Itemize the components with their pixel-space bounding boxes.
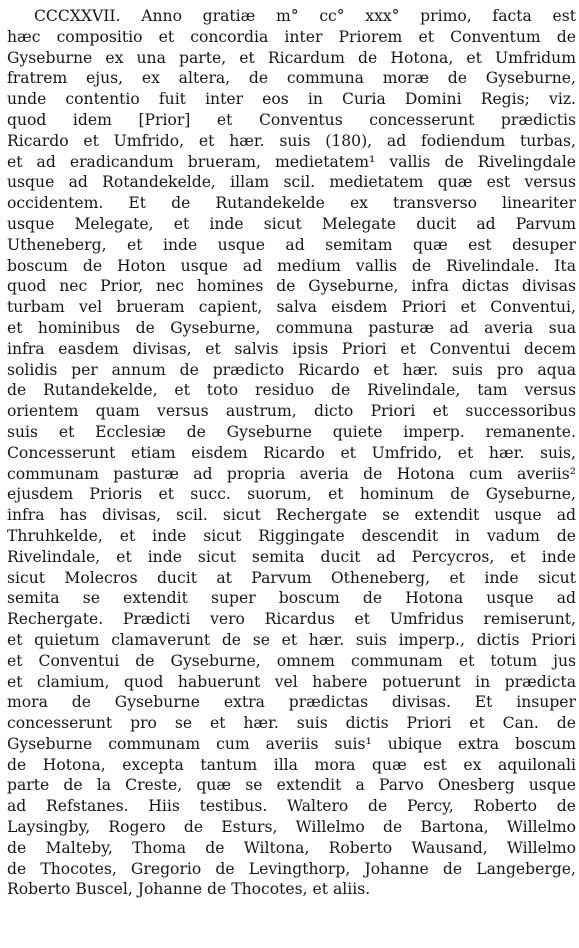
text-line: suis et Ecclesiæ de Gyseburne quiete imperp. remanente. — [7, 422, 576, 441]
text-line: Laysingby, Rogero de Esturs, Willelmo de Bartona, Willelmo — [7, 818, 576, 837]
text-line: concesserunt pro se et hær. suis dictis Priori et Can. de — [7, 714, 576, 733]
text-line: quod nec Prior, nec homines de Gyseburne, infra dictas divisas — [7, 277, 576, 296]
text-line: Gyseburne communam cum averiis suis¹ ubique extra boscum — [7, 734, 576, 753]
text-line: usque Melegate, et inde sicut Melegate ducit ad Parvum — [7, 214, 576, 233]
text-line: semita se extendit super boscum de Hotona usque ad — [7, 589, 576, 608]
text-line: turbam vel brueram capient, salva eisdem Priori et Conventui, — [7, 298, 576, 317]
text-line: usque ad Rotandekelde, illam scil. medietatem quæ est versus — [7, 173, 576, 192]
text-line: CCCXXVII. Anno gratiæ m° cc° xxx° primo, facta est — [34, 7, 576, 25]
text-line: Rechergate. Prædicti vero Ricardus et Umfridus remiserunt, — [7, 610, 576, 629]
text-line: et hominibus de Gyseburne, communa pasturæ ad averia sua — [7, 318, 576, 337]
text-line: unde contentio fuit inter eos in Curia Domini Regis; viz. — [7, 90, 576, 109]
text-line: hæc compositio et concordia inter Priorem et Conventum de — [7, 27, 576, 46]
text-line: et quietum clamaverunt de se et hær. suis imperp., dictis Priori — [7, 630, 576, 649]
text-line: infra has divisas, scil. sicut Rechergate se extendit usque ad — [7, 506, 576, 525]
text-line: Utheneberg, et inde usque ad semitam quæ est desuper — [7, 235, 576, 254]
text-line: orientem quam versus austrum, dicto Priori et successoribus — [7, 402, 576, 421]
text-line: mora de Gyseburne extra prædictas divisas. Et insuper — [7, 693, 576, 712]
text-line: Concesserunt etiam eisdem Ricardo et Umfrido, et hær. suis, — [7, 443, 576, 462]
text-line: de Rutandekelde, et toto residuo de Rivelindale, tam versus — [7, 381, 576, 400]
text-line: Roberto Buscel, Johanne de Thocotes, et aliis. — [7, 880, 371, 899]
text-line: Thruhkelde, et inde sicut Riggingate descendit in vadum de — [7, 526, 576, 545]
text-line: et clamium, quod habuerunt vel habere potuerunt in prædicta — [7, 672, 576, 691]
text-line: occidentem. Et de Rutandekelde ex transverso lineariter — [7, 194, 576, 213]
text-line: Rivelindale, et inde sicut semita ducit ad Percycros, et inde — [7, 547, 576, 566]
text-line: et Conventui de Gyseburne, omnem communam et totum jus — [7, 651, 576, 670]
text-line: sicut Molecros ducit at Parvum Otheneberg, et inde sicut — [7, 568, 576, 587]
text-line: et ad eradicandum brueram, medietatem¹ vallis de Rivelingdale — [7, 152, 576, 171]
text-line: fratrem ejus, ex altera, de communa moræ de Gyseburne, — [7, 69, 576, 88]
text-line: quod idem [Prior] et Conventus concesserunt prædictis — [7, 110, 576, 129]
text-line: ad Refstanes. Hiis testibus. Waltero de Percy, Roberto de — [7, 797, 576, 816]
text-line: infra easdem divisas, et salvis ipsis Priori et Conventui decem — [7, 339, 576, 358]
text-line: parte de la Creste, quæ se extendit a Parvo Onesberg usque — [7, 776, 576, 795]
charter-text-block — [0, 6, 579, 900]
text-line: Ricardo et Umfrido, et hær. suis (180), ad fodiendum turbas, — [7, 131, 576, 150]
text-line: boscum de Hoton usque ad medium vallis de Rivelindale. Ita — [7, 256, 576, 275]
text-line: ejusdem Prioris et succ. suorum, et hominum de Gyseburne, — [7, 485, 576, 504]
text-line: de Hotona, excepta tantum illa mora quæ est ex aquilonali — [7, 755, 576, 774]
text-line: de Thocotes, Gregorio de Levingthorp, Johanne de Langeberge, — [7, 859, 576, 878]
text-line: de Malteby, Thoma de Wiltona, Roberto Wausand, Willelmo — [7, 838, 576, 857]
text-line: solidis per annum de prædicto Ricardo et hær. suis pro aqua — [7, 360, 576, 379]
text-line: communam pasturæ ad propria averia de Hotona cum averiis² — [7, 464, 576, 483]
text-line: Gyseburne ex una parte, et Ricardum de Hotona, et Umfridum — [7, 48, 576, 67]
